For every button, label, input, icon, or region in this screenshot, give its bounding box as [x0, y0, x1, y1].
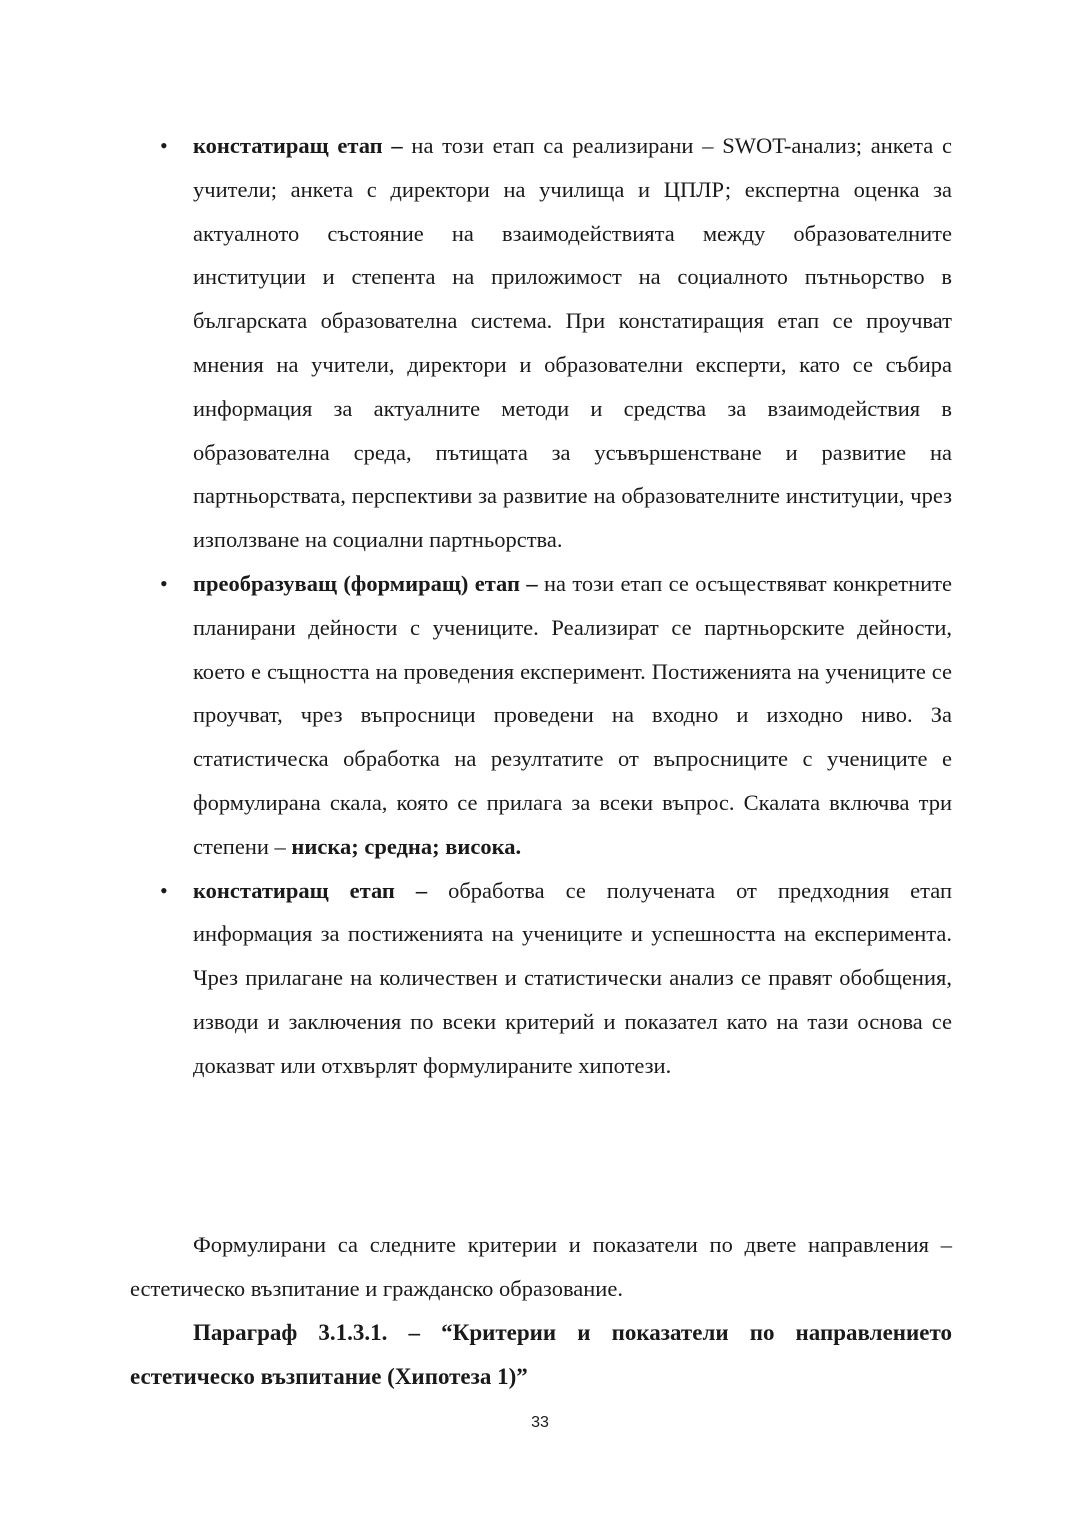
- page-number: 33: [531, 1414, 549, 1431]
- stage-2-text: на този етап се осъществяват конкретните планирани дейности с учениците. Реализират се партньорските дейности, което е същността на проведения експеримент. Постиженията на учениците се проучват, чрез въпросници проведени на входно и изходно ниво. За статистическа обработка на резултатите от въпросниците с учениците е формулирана скала, която се прилага за всеки въпрос. Скалата включва три степени –: [193, 570, 952, 859]
- list-item-stage-2: [130, 562, 952, 869]
- section-heading: Параграф 3.1.3.1. – “Критерии и показатели по направлението естетическо възпитание (Хипотеза 1)”: [130, 1320, 952, 1389]
- stage-3-text: обработва се получената от предходния етап информация за постиженията на учениците и успешността на експеримента. Чрез прилагане на количествен и статистически анализ се правят обобщения, изводи и заключения по всеки критерий и показател като на тази основа се доказват или отхвърлят формулираните хипотези.: [193, 877, 952, 1078]
- bullet-icon: •: [160, 877, 168, 903]
- list-item-stage-1: [130, 124, 952, 562]
- bullet-icon: •: [160, 133, 168, 158]
- stage-1-title: констатиращ етап –: [193, 133, 403, 158]
- stage-2-scale-levels: ниска; средна; висока.: [291, 833, 522, 859]
- bullet-icon: •: [160, 570, 168, 596]
- stages-list: [130, 124, 952, 1088]
- criteria-paragraph: Формулирани са следните критерии и показатели по двете направления – естетическо възпитание и гражданско образование.: [130, 1232, 952, 1301]
- stage-3-title: констатиращ етап –: [193, 877, 428, 903]
- stage-2-title: преобразуващ (формиращ) етап –: [193, 570, 538, 596]
- list-item-stage-3: [130, 869, 952, 1088]
- stage-1-text: на този етап са реализирани – SWOT-анализ; анкета с учители; анкета с директори на училища и ЦПЛР; експертна оценка за актуалното състояние на взаимодействията между образователните институции и степента на приложимост на социалното пътньорство в българската образователна система. При констатиращия етап се проучват мнения на учители, директори и образователни експерти, като се събира информация за актуалните методи и средства за взаимодействия в образователна среда, пътищата за усъвършенстване и развитие на партньорствата, перспективи за развитие на образователните институции, чрез използване на социални партньорства.: [193, 133, 952, 553]
